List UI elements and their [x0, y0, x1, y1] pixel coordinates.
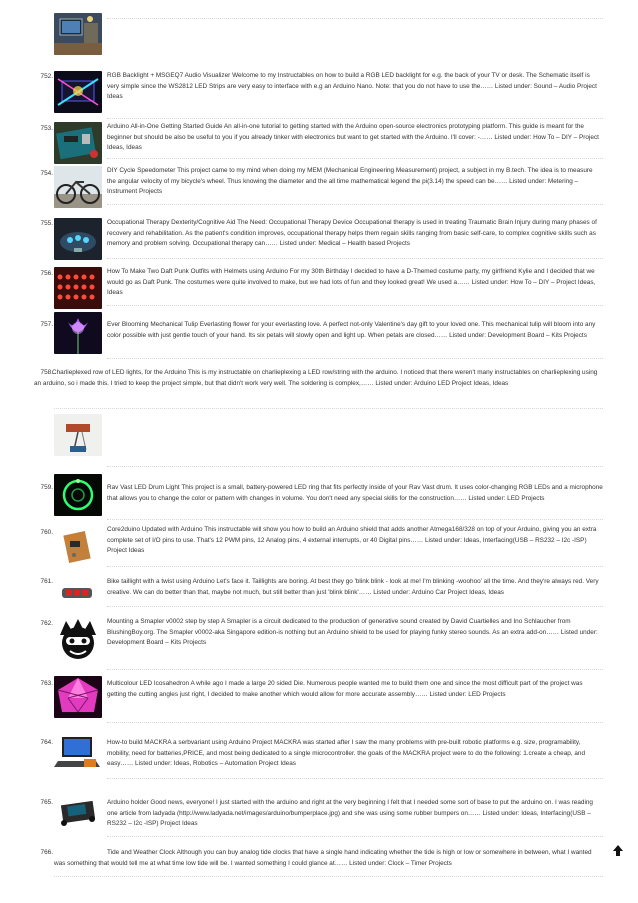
entry-description: Arduino All-in-One Getting Started Guide An all-in-one tutorial to getting started with the Arduino open-source electronics prototyping platform. This guide is meant for the beginner but should be also be useful to you if you already tinker with electronics but want to get started with the Arduino. I'll cover: -…… Listed under: How To – DIY – Project Ideas, Ideas — [107, 123, 599, 151]
robot-laptop-thumbnail[interactable] — [54, 731, 102, 773]
entry-description: How To Make Two Daft Punk Outfits with Helmets using Arduino For my 30th Birthday I decided to have a D-Themed costume party, my girlfriend Kylie and I decided that we would go as Daft Punk. The costumes were quite involved to make, but we had lots of fun and they looked great! We used a…… Listed under: How To – DIY – Project Ideas, Ideas — [107, 268, 596, 296]
bicycle-thumbnail[interactable] — [54, 166, 102, 208]
icosahedron-thumbnail[interactable] — [54, 676, 102, 718]
entry-number: 764. — [40, 739, 53, 746]
entry-number: 755. — [40, 220, 53, 227]
entry-description: Ever Blooming Mechanical Tulip Everlasting flower for your everlasting love. A perfect not-only Valentine's day gift to your loved one. This mechanical tulip will bloom into any color possible with just gentle touch of your hand. Its six petals will slowly open and light up. When petals are closed…… Listed under: Development Board – Kits Projects — [107, 321, 596, 339]
entry-number: 760. — [40, 529, 53, 536]
cartoon-face-thumbnail[interactable] — [54, 615, 102, 665]
entry-number: 754. — [40, 170, 53, 177]
entry-number: 766. — [40, 849, 53, 856]
entry-number: 765. — [40, 799, 53, 806]
arduino-holder-thumbnail[interactable] — [54, 791, 102, 833]
entry-number: 762. — [40, 620, 53, 627]
entry-number: 753. — [40, 125, 53, 132]
entry-number: 752. — [40, 73, 53, 80]
entry-description: Tide and Weather Clock Although you can buy analog tide clocks that have a single hand indicating whether the tide is high or low or somewhere in between, what I wanted was something that would tell me at what time low tide will be. I wanted something I could glance at…… Listed under: Clock – Timer Projects — [54, 849, 592, 867]
entry-description: How-to build MACKRA a serbvariant using Arduino Project MACKRA was started after I saw the many problems with pre-built robotic platforms e.g. size, programability, mobility, need for batteries,PRICE, and most being dedicated to a single microcontroller. the goals of the MACKRA project were to do the following: 1.create a cheap, and easy…… Listed under: Ideas, Robotics – Automation Project Ideas — [107, 739, 586, 767]
led-matrix-thumbnail[interactable] — [54, 267, 102, 309]
entry-description: Multicolour LED Icosahedron A while ago I made a large 20 sided Die. Numerous people wanted me to build them one and since the most difficult part of the project was getting the cutting angles just right, I decided to make another which would allow for more accurate assembly…… Listed under: LED Projects — [107, 680, 583, 698]
arrow-up-icon[interactable] — [612, 844, 624, 858]
entry-description: DIY Cycle Speedometer This project came to my mind when doing my MEM (Mechanical Engineering Measurement) project, a subject in my B.tech. The idea is to measure the angular velocity of my bicycle's wheel. Thus knowing the diameter and the all time mathematical legend the pi(3.14) the speed can be…… Listed under: Metering – Instrument Projects — [107, 167, 593, 195]
entry-description: Charlieplexed row of LED lights, for the Arduino This is my instructable on charlieplexing a LED row/string with the arduino. I noticed that there weren't many instructables on charlieplexing using an arduino, so i made this. I tried to keep the project simple, but that didn't work very well. The soldering is complex,…… Listed under: Arduino LED Project Ideas, Ideas — [34, 369, 598, 387]
entry-number: 763. — [40, 680, 53, 687]
entry-number: 756. — [40, 270, 53, 277]
tulip-thumbnail[interactable] — [54, 312, 102, 354]
entry-description: Core2duino Updated with Arduino This instructable will show you how to build an Arduino shield that adds another Atmega168/328 on top of your Arduino, giving you an extra complete set of I/O pins to use. That's 12 PWM pins, 12 Analog pins, 4 external interrupts, or 40 Digital pins…… Listed under: Ideas, Interfacing(USB – RS232 – I2c -ISP) Project Ideas — [107, 526, 597, 554]
led-backlight-thumbnail[interactable] — [54, 71, 102, 113]
therapy-device-thumbnail[interactable] — [54, 218, 102, 260]
shield-pcb-thumbnail[interactable] — [54, 525, 102, 567]
entry-description: RGB Backlight + MSGEQ7 Audio Visualizer Welcome to my Instructables on how to build a RGB LED backlight for e.g. the back of your TV or desk. The Schematic itself is very simple since the WS2812 LED Strips are very easy to interface with e.g an Arduino Nano. Note: that you do not have to use the…… Listed under: Sound – Audio Project Ideas — [107, 72, 597, 100]
entry-number: 761. — [40, 578, 53, 585]
entry-number: 757. — [40, 321, 53, 328]
computer-setup-thumbnail[interactable] — [54, 13, 102, 55]
drum-light-thumbnail[interactable] — [54, 474, 102, 516]
taillight-thumbnail[interactable] — [54, 572, 102, 614]
entry-number: 759. — [40, 484, 53, 491]
entry-description: Occupational Therapy Dexterity/Cognitive Aid The Need: Occupational Therapy Device Occupational therapy is used in treating Traumatic Brain Injury during many phases of recovery and rehabilitation. As the patient's condition improves, occupational therapy helps them regain skills ranging from basic self-care, to complex cognitive skills such as memory and problem solving. Occupational therapy can…… Listed under: Medical – Health based Projects — [107, 219, 597, 247]
entry-description: Arduino holder Good news, everyone! I just started with the arduino and right at the very beginning I felt that I needed some sort of base to put the arduino on. I was reading one article from ladyada (http://www.ladyada.net/images/arduino/bumperplace.jpg) and she was using some rubber bumpers on…… Listed under: Ideas, Interfacing(USB – RS232 – I2c -ISP) Project Ideas — [107, 799, 593, 827]
charlieplex-thumbnail[interactable] — [54, 414, 102, 456]
arduino-board-thumbnail[interactable] — [54, 122, 102, 164]
entry-number: 758. — [40, 369, 53, 376]
entry-description: Rav Vast LED Drum Light This project is a small, battery-powered LED ring that fits perfectly inside of your Rav Vast drum. It uses color-changing RGB LEDs and a microphone that allows you to change the color or pattern with changes in volume. You don't need any special skills for the construction…… Listed under: LED Projects — [107, 484, 603, 502]
entry-description: Mounting a Smapler v0002 step by step A Smapler is a circuit dedicated to the production of generative sound created by David Cuartielles and Ino Schlaucher from BlushingBoy.org. The Smapler v0002-aka Singapore edition-is nothing but an Arduino shield to be used for playing funky stereo sounds. As an extra add-on…… Listed under: Development Board – Kits Projects — [107, 618, 598, 646]
entry-description: Bike taillight with a twist using Arduino Let's face it. Taillights are boring. At best they go 'blink blink - look at me! I'm blinking -woohoo' all the time. And they're always red. Very creative. We can do better than that, maybe not much, but still better than just 'blink blink'…… Listed under: Arduino Car Project Ideas, Ideas — [107, 578, 599, 596]
